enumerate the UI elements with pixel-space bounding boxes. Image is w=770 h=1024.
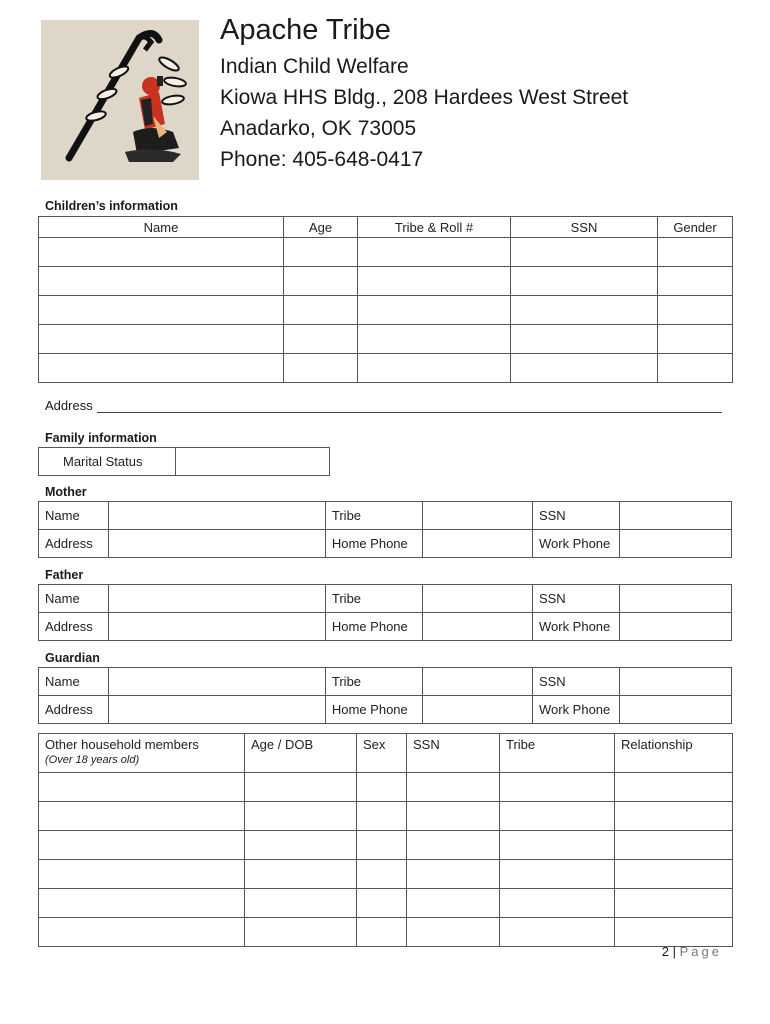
member-ssn-field[interactable] — [407, 773, 500, 802]
member-age-field[interactable] — [245, 860, 357, 889]
col-header-tribe-roll: Tribe & Roll # — [358, 217, 511, 238]
household-header-row — [39, 734, 733, 773]
member-relationship-field[interactable] — [615, 802, 733, 831]
father-work-phone-field[interactable] — [619, 613, 731, 641]
guardian-address-field[interactable] — [108, 696, 325, 724]
child-tribe-field[interactable] — [358, 238, 511, 267]
member-age-field[interactable] — [245, 831, 357, 860]
child-gender-field[interactable] — [658, 296, 733, 325]
father-tribe-label: Tribe — [325, 585, 422, 613]
member-name-field[interactable] — [39, 889, 245, 918]
col-header-ssn: SSN — [407, 734, 500, 773]
guardian-home-phone-field[interactable] — [422, 696, 532, 724]
page-separator: | — [669, 944, 680, 959]
child-tribe-field[interactable] — [358, 325, 511, 354]
mother-work-phone-label: Work Phone — [532, 530, 619, 558]
child-gender-field[interactable] — [658, 354, 733, 383]
mother-table — [38, 501, 732, 558]
member-tribe-field[interactable] — [500, 918, 615, 947]
member-age-field[interactable] — [245, 918, 357, 947]
member-ssn-field[interactable] — [407, 802, 500, 831]
child-age-field[interactable] — [284, 267, 358, 296]
child-name-field[interactable] — [39, 354, 284, 383]
guardian-work-phone-label: Work Phone — [532, 696, 619, 724]
father-home-phone-field[interactable] — [422, 613, 532, 641]
child-name-field[interactable] — [39, 238, 284, 267]
child-name-field[interactable] — [39, 267, 284, 296]
child-name-field[interactable] — [39, 325, 284, 354]
child-ssn-field[interactable] — [511, 238, 658, 267]
guardian-work-phone-field[interactable] — [619, 696, 731, 724]
page-word: Page — [679, 944, 722, 959]
guardian-home-phone-label: Home Phone — [325, 696, 422, 724]
member-age-field[interactable] — [245, 802, 357, 831]
member-name-field[interactable] — [39, 773, 245, 802]
child-tribe-field[interactable] — [358, 354, 511, 383]
child-tribe-field[interactable] — [358, 296, 511, 325]
child-age-field[interactable] — [284, 354, 358, 383]
child-name-field[interactable] — [39, 296, 284, 325]
mother-ssn-label: SSN — [532, 502, 619, 530]
guardian-address-label: Address — [39, 696, 109, 724]
child-ssn-field[interactable] — [511, 296, 658, 325]
table-row — [39, 889, 733, 918]
guardian-ssn-label: SSN — [532, 668, 619, 696]
mother-tribe-label: Tribe — [325, 502, 422, 530]
father-ssn-field[interactable] — [619, 585, 731, 613]
child-ssn-field[interactable] — [511, 325, 658, 354]
household-table — [38, 733, 733, 947]
father-tribe-field[interactable] — [422, 585, 532, 613]
col-header-sex: Sex — [357, 734, 407, 773]
col-header-gender: Gender — [658, 217, 733, 238]
table-row — [39, 354, 733, 383]
member-tribe-field[interactable] — [500, 889, 615, 918]
guardian-name-label: Name — [39, 668, 109, 696]
father-address-field[interactable] — [108, 613, 325, 641]
mother-name-label: Name — [39, 502, 109, 530]
child-tribe-field[interactable] — [358, 267, 511, 296]
guardian-table — [38, 667, 732, 724]
col-header-relationship: Relationship — [615, 734, 733, 773]
member-sex-field[interactable] — [357, 918, 407, 947]
mother-address-label: Address — [39, 530, 109, 558]
table-row — [39, 325, 733, 354]
address-label: Address — [45, 398, 93, 413]
member-relationship-field[interactable] — [615, 831, 733, 860]
table-row — [39, 238, 733, 267]
father-work-phone-label: Work Phone — [532, 613, 619, 641]
child-age-field[interactable] — [284, 325, 358, 354]
member-tribe-field[interactable] — [500, 860, 615, 889]
guardian-tribe-label: Tribe — [325, 668, 422, 696]
guardian-name-field[interactable] — [108, 668, 325, 696]
address-field[interactable] — [97, 412, 722, 413]
member-age-field[interactable] — [245, 773, 357, 802]
org-street-address: Kiowa HHS Bldg., 208 Hardees West Street — [220, 86, 629, 109]
member-tribe-field[interactable] — [500, 831, 615, 860]
child-gender-field[interactable] — [658, 325, 733, 354]
mother-tribe-field[interactable] — [422, 502, 532, 530]
guardian-section-label: Guardian — [45, 651, 100, 665]
member-sex-field[interactable] — [357, 802, 407, 831]
member-tribe-field[interactable] — [500, 802, 615, 831]
marital-status-label: Marital Status — [39, 448, 176, 476]
member-relationship-field[interactable] — [615, 889, 733, 918]
child-ssn-field[interactable] — [511, 267, 658, 296]
member-relationship-field[interactable] — [615, 860, 733, 889]
guardian-tribe-field[interactable] — [422, 668, 532, 696]
table-row — [39, 296, 733, 325]
mother-work-phone-field[interactable] — [619, 530, 731, 558]
guardian-ssn-field[interactable] — [619, 668, 731, 696]
mother-name-field[interactable] — [108, 502, 325, 530]
org-title: Apache Tribe — [220, 14, 391, 46]
col-header-household-member — [39, 734, 245, 773]
marital-status-table — [38, 447, 330, 476]
children-table — [38, 216, 733, 383]
tribe-logo — [41, 20, 199, 180]
member-tribe-field[interactable] — [500, 773, 615, 802]
member-ssn-field[interactable] — [407, 889, 500, 918]
father-section-label: Father — [45, 568, 84, 582]
member-relationship-field[interactable] — [615, 773, 733, 802]
member-name-field[interactable] — [39, 918, 245, 947]
table-row — [39, 831, 733, 860]
dancer-emblem-icon — [41, 20, 199, 180]
father-ssn-label: SSN — [532, 585, 619, 613]
child-ssn-field[interactable] — [511, 354, 658, 383]
table-row — [39, 802, 733, 831]
member-ssn-field[interactable] — [407, 831, 500, 860]
table-row — [39, 267, 733, 296]
member-name-field[interactable] — [39, 802, 245, 831]
father-home-phone-label: Home Phone — [325, 613, 422, 641]
father-name-label: Name — [39, 585, 109, 613]
member-name-field[interactable] — [39, 831, 245, 860]
table-row — [39, 860, 733, 889]
member-name-field[interactable] — [39, 860, 245, 889]
household-member-title: Other household members — [45, 737, 199, 752]
member-sex-field[interactable] — [357, 860, 407, 889]
family-section-label: Family information — [45, 431, 157, 445]
children-header-row — [39, 217, 733, 238]
father-name-field[interactable] — [108, 585, 325, 613]
member-ssn-field[interactable] — [407, 918, 500, 947]
col-header-tribe: Tribe — [500, 734, 615, 773]
child-age-field[interactable] — [284, 238, 358, 267]
col-header-age: Age — [284, 217, 358, 238]
org-city-state: Anadarko, OK 73005 — [220, 117, 417, 140]
member-relationship-field[interactable] — [615, 918, 733, 947]
member-ssn-field[interactable] — [407, 860, 500, 889]
org-phone: Phone: 405-648-0417 — [220, 148, 424, 171]
member-age-field[interactable] — [245, 889, 357, 918]
mother-home-phone-field[interactable] — [422, 530, 532, 558]
page-footer — [662, 944, 722, 959]
children-section-label: Children’s information — [45, 199, 178, 213]
member-sex-field[interactable] — [357, 831, 407, 860]
marital-status-field[interactable] — [176, 448, 330, 476]
child-gender-field[interactable] — [658, 267, 733, 296]
col-header-age-dob: Age / DOB — [245, 734, 357, 773]
member-sex-field[interactable] — [357, 773, 407, 802]
father-address-label: Address — [39, 613, 109, 641]
mother-address-field[interactable] — [108, 530, 325, 558]
child-age-field[interactable] — [284, 296, 358, 325]
child-gender-field[interactable] — [658, 238, 733, 267]
member-sex-field[interactable] — [357, 889, 407, 918]
mother-ssn-field[interactable] — [619, 502, 731, 530]
mother-home-phone-label: Home Phone — [325, 530, 422, 558]
table-row — [39, 918, 733, 947]
col-header-name: Name — [39, 217, 284, 238]
mother-section-label: Mother — [45, 485, 87, 499]
father-table — [38, 584, 732, 641]
page-number: 2 — [661, 944, 670, 959]
col-header-ssn: SSN — [511, 217, 658, 238]
program-name: Indian Child Welfare — [220, 55, 409, 78]
household-member-note: (Over 18 years old) — [45, 754, 140, 766]
table-row — [39, 773, 733, 802]
